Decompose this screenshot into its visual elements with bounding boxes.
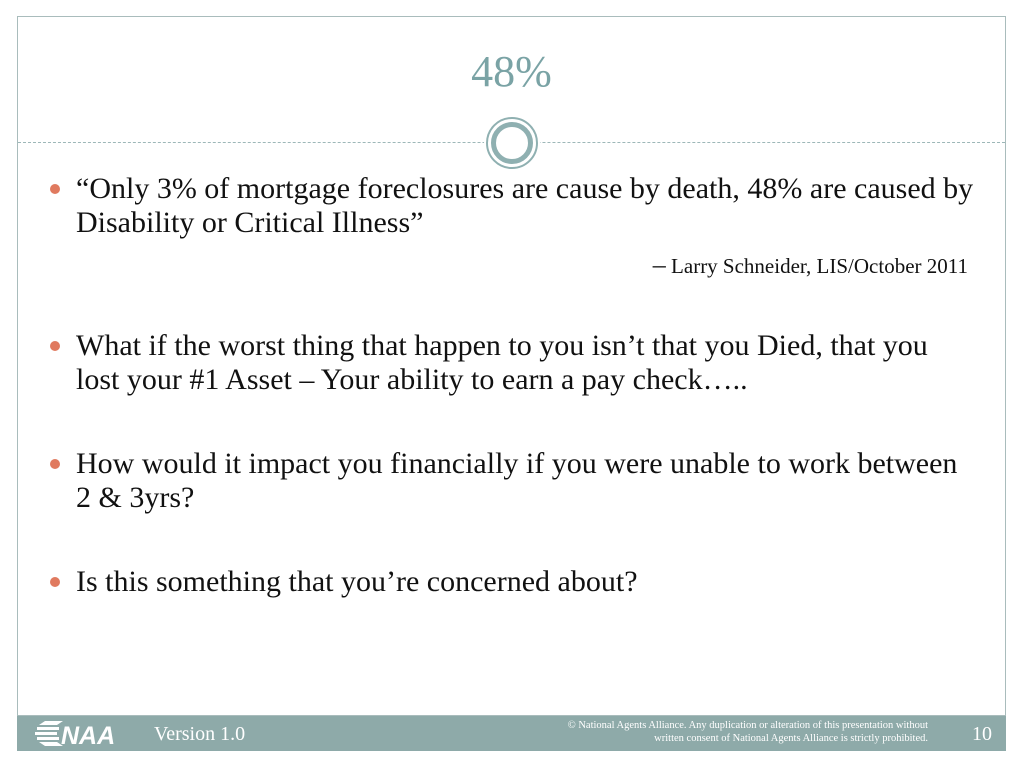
version-label: Version 1.0 — [154, 723, 246, 745]
bullet-dot-icon — [50, 341, 60, 351]
bullet-text: Is this something that you’re concerned about? — [76, 565, 638, 598]
copyright-notice — [468, 719, 928, 745]
bullet-item-impact — [48, 447, 978, 515]
page-number: 10 — [972, 723, 992, 745]
copyright-line-2: written consent of National Agents Alliance is strictly prohibited. — [654, 733, 928, 744]
attribution-dash: – — [652, 250, 666, 279]
bullet-item-worst-thing — [48, 329, 978, 397]
bullet-item-quote — [48, 172, 978, 279]
copyright-line-1: © National Agents Alliance. Any duplication or alteration of this presentation without — [567, 720, 928, 731]
naa-logo-icon — [35, 721, 151, 747]
bullet-text: How would it impact you financially if you were unable to work between 2 & 3yrs? — [76, 447, 958, 514]
attribution-text: Larry Schneider, LIS/October 2011 — [671, 254, 968, 278]
bullet-list — [48, 172, 978, 599]
slide-title: 48% — [471, 47, 552, 96]
logo-text: NAA — [61, 722, 116, 747]
quote-attribution — [76, 252, 978, 279]
bullet-text: “Only 3% of mortgage foreclosures are cause by death, 48% are caused by Disability or Critical Illness” — [76, 172, 974, 239]
bullet-text: What if the worst thing that happen to you isn’t that you Died, that you lost your #1 Asset – Your ability to earn a pay check….. — [76, 329, 928, 396]
ornament-inner-ring — [491, 122, 533, 164]
bullet-dot-icon — [50, 184, 60, 194]
circle-ornament-icon — [484, 115, 540, 171]
bullet-item-concerned — [48, 565, 978, 599]
bullet-dot-icon — [50, 577, 60, 587]
bullet-dot-icon — [50, 459, 60, 469]
slide-footer — [17, 716, 1006, 751]
